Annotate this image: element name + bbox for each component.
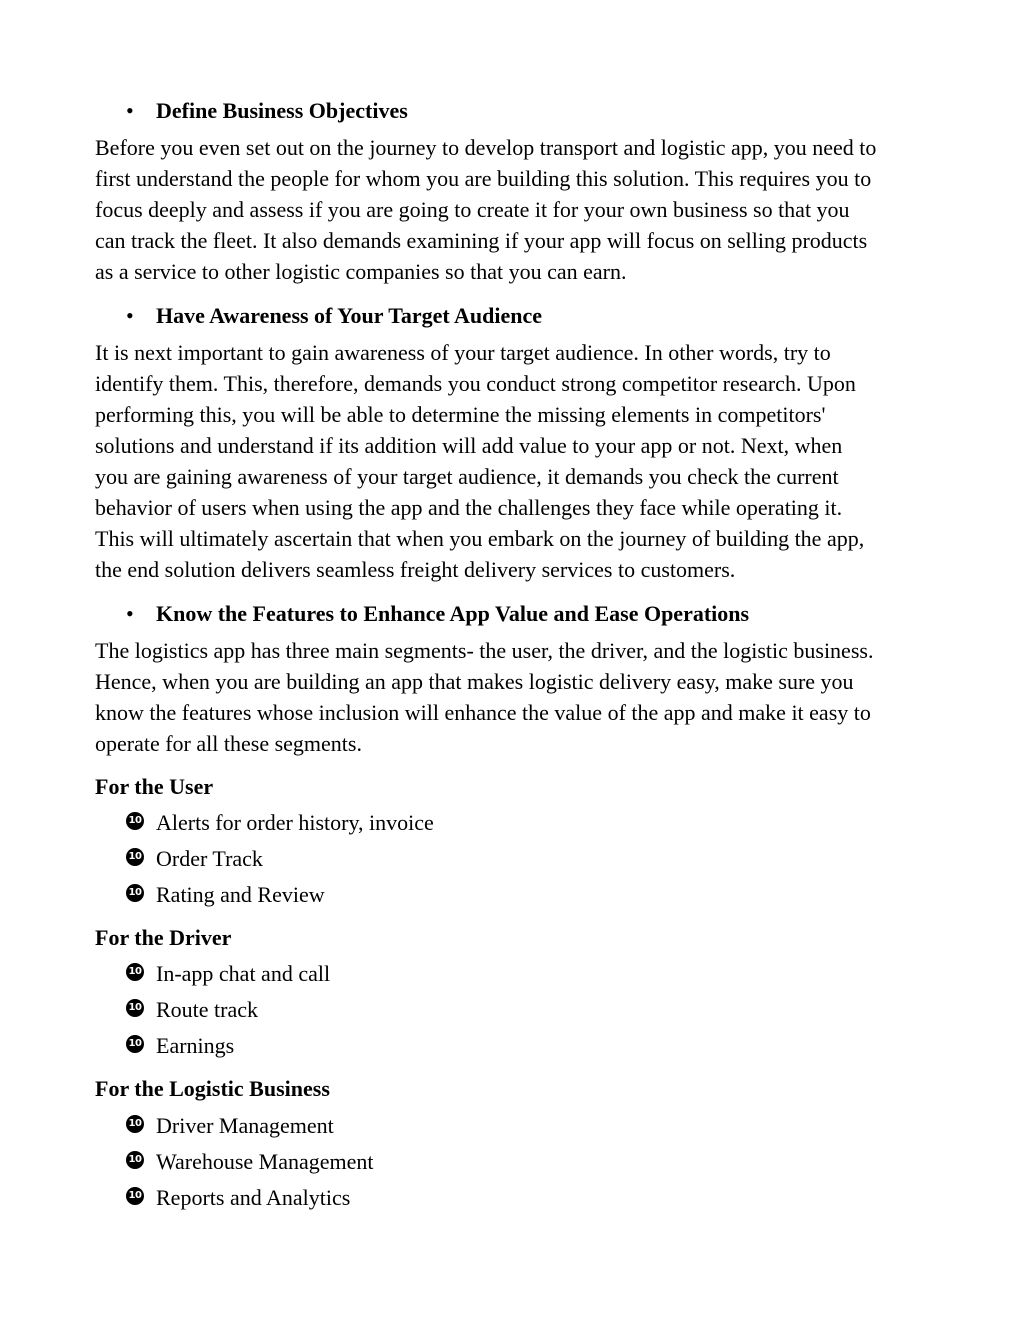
paragraph-line: behavior of users when using the app and the challenges they face while operating it. bbox=[95, 495, 843, 520]
paragraph-line: as a service to other logistic companies so that you can earn. bbox=[95, 259, 627, 284]
paragraph-line: The logistics app has three main segments- the user, the driver, and the logistic business. bbox=[95, 638, 874, 663]
paragraph-line: know the features whose inclusion will enhance the value of the app and make it easy to bbox=[95, 700, 871, 725]
feature-label: Driver Management bbox=[156, 1113, 334, 1138]
paragraph-line: identify them. This, therefore, demands you conduct strong competitor research. Upon bbox=[95, 371, 856, 396]
feature-label: Rating and Review bbox=[156, 882, 325, 907]
feature-label: Alerts for order history, invoice bbox=[156, 810, 434, 835]
paragraph-line: first understand the people for whom you are building this solution. This requires you to bbox=[95, 166, 872, 191]
bullet-icon: • bbox=[126, 303, 134, 328]
numbered-circle-icon: 10 bbox=[126, 812, 144, 830]
paragraph-line: Before you even set out on the journey to develop transport and logistic app, you need to bbox=[95, 135, 877, 160]
group-heading-logistic-business: For the Logistic Business bbox=[95, 1076, 330, 1101]
paragraph-line: operate for all these segments. bbox=[95, 731, 362, 756]
numbered-circle-icon: 10 bbox=[126, 1151, 144, 1169]
paragraph-line: you are gaining awareness of your target audience, it demands you check the current bbox=[95, 464, 839, 489]
paragraph-line: solutions and understand if its addition will add value to your app or not. Next, when bbox=[95, 433, 843, 458]
feature-label: Warehouse Management bbox=[156, 1149, 374, 1174]
section-heading-text: Define Business Objectives bbox=[156, 98, 408, 123]
feature-label: Route track bbox=[156, 997, 259, 1022]
section-heading-text: Have Awareness of Your Target Audience bbox=[156, 303, 543, 328]
numbered-circle-icon: 10 bbox=[126, 848, 144, 866]
paragraph-line: Hence, when you are building an app that makes logistic delivery easy, make sure you bbox=[95, 669, 854, 694]
numbered-circle-icon: 10 bbox=[126, 1115, 144, 1133]
numbered-circle-icon: 10 bbox=[126, 1035, 144, 1053]
section-heading-text: Know the Features to Enhance App Value and Ease Operations bbox=[156, 601, 750, 626]
paragraph-line: can track the fleet. It also demands examining if your app will focus on selling products bbox=[95, 228, 868, 253]
group-heading-user: For the User bbox=[95, 774, 214, 799]
feature-label: In-app chat and call bbox=[156, 961, 331, 986]
paragraph-business-objectives bbox=[95, 132, 935, 287]
paragraph-line: It is next important to gain awareness of your target audience. In other words, try to bbox=[95, 340, 831, 365]
feature-label: Order Track bbox=[156, 846, 263, 871]
paragraph-target-audience bbox=[95, 337, 935, 585]
group-heading-driver: For the Driver bbox=[95, 925, 232, 950]
paragraph-line: This will ultimately ascertain that when you embark on the journey of building the app, bbox=[95, 526, 865, 551]
paragraph-features bbox=[95, 635, 935, 759]
paragraph-line: focus deeply and assess if you are going to create it for your own business so that you bbox=[95, 197, 850, 222]
feature-label: Reports and Analytics bbox=[156, 1185, 351, 1210]
numbered-circle-icon: 10 bbox=[126, 884, 144, 902]
feature-label: Earnings bbox=[156, 1033, 235, 1058]
numbered-circle-icon: 10 bbox=[126, 1187, 144, 1205]
bullet-icon: • bbox=[126, 98, 134, 123]
numbered-circle-icon: 10 bbox=[126, 999, 144, 1017]
numbered-circle-icon: 10 bbox=[126, 963, 144, 981]
paragraph-line: the end solution delivers seamless freight delivery services to customers. bbox=[95, 557, 736, 582]
paragraph-line: performing this, you will be able to determine the missing elements in competitors' bbox=[95, 402, 826, 427]
bullet-icon: • bbox=[126, 601, 134, 626]
